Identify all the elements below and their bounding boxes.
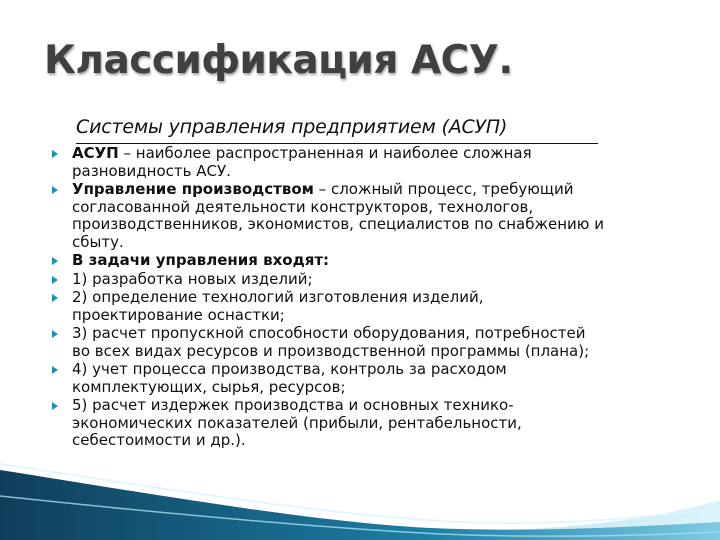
bullet-text: производственников, экономистов, специалистов по снабжению и (72, 215, 604, 233)
bullet-text: комплектующих, сырья, ресурсов; (72, 377, 346, 396)
bullet-text: – наиболее распространенная и наиболее сложная (118, 144, 532, 162)
bullet-arrow-icon (52, 366, 58, 374)
bullet-text: – сложный процесс, требующий (313, 180, 574, 198)
bullet-item (50, 145, 690, 180)
bullet-text: во всех видах ресурсов и производственной программы (плана); (72, 341, 590, 360)
bullet-text: разновидность АСУ. (72, 161, 231, 180)
bullet-item (50, 325, 690, 360)
bullet-item (50, 252, 690, 270)
bullet-item (50, 361, 690, 396)
bullet-arrow-icon (52, 257, 58, 265)
bullet-text: 2) определение технологий изготовления изделий, (72, 288, 484, 306)
bullet-text: согласованной деятельности конструкторов, технологов, (72, 197, 534, 216)
bullet-item (50, 289, 690, 324)
bullet-bold-text: В задачи управления входят: (72, 251, 330, 269)
bullet-item (50, 271, 690, 289)
bullet-arrow-icon (52, 330, 58, 338)
bullet-text: сбыту. (72, 232, 124, 251)
bullet-arrow-icon (52, 150, 58, 158)
bullet-text: проектирование оснастки; (72, 305, 285, 324)
wave-decoration (0, 400, 720, 540)
bullet-text: 3) расчет пропускной способности оборудования, потребностей (72, 324, 586, 342)
bullet-text: себестоимости и др.). (72, 431, 246, 449)
slide-title: Классификация АСУ. (44, 38, 513, 83)
bullet-bold-text: АСУП (72, 144, 119, 162)
bullet-arrow-icon (52, 186, 58, 194)
slide-subtitle: Системы управления предприятием (АСУП) (76, 116, 508, 138)
bullet-text: 1) разработка новых изделий; (72, 269, 313, 288)
bullet-text: 5) расчет издержек производства и основных технико- (72, 396, 514, 414)
bullet-text: экономических показателей (прибыли, рентабельности, (72, 413, 522, 432)
bullet-arrow-icon (52, 294, 58, 302)
bullet-item (50, 181, 690, 251)
bullet-bold-text: Управление производством (72, 180, 314, 198)
bullet-arrow-icon (52, 276, 58, 284)
bullet-text: 4) учет процесса производства, контроль за расходом (72, 360, 507, 378)
